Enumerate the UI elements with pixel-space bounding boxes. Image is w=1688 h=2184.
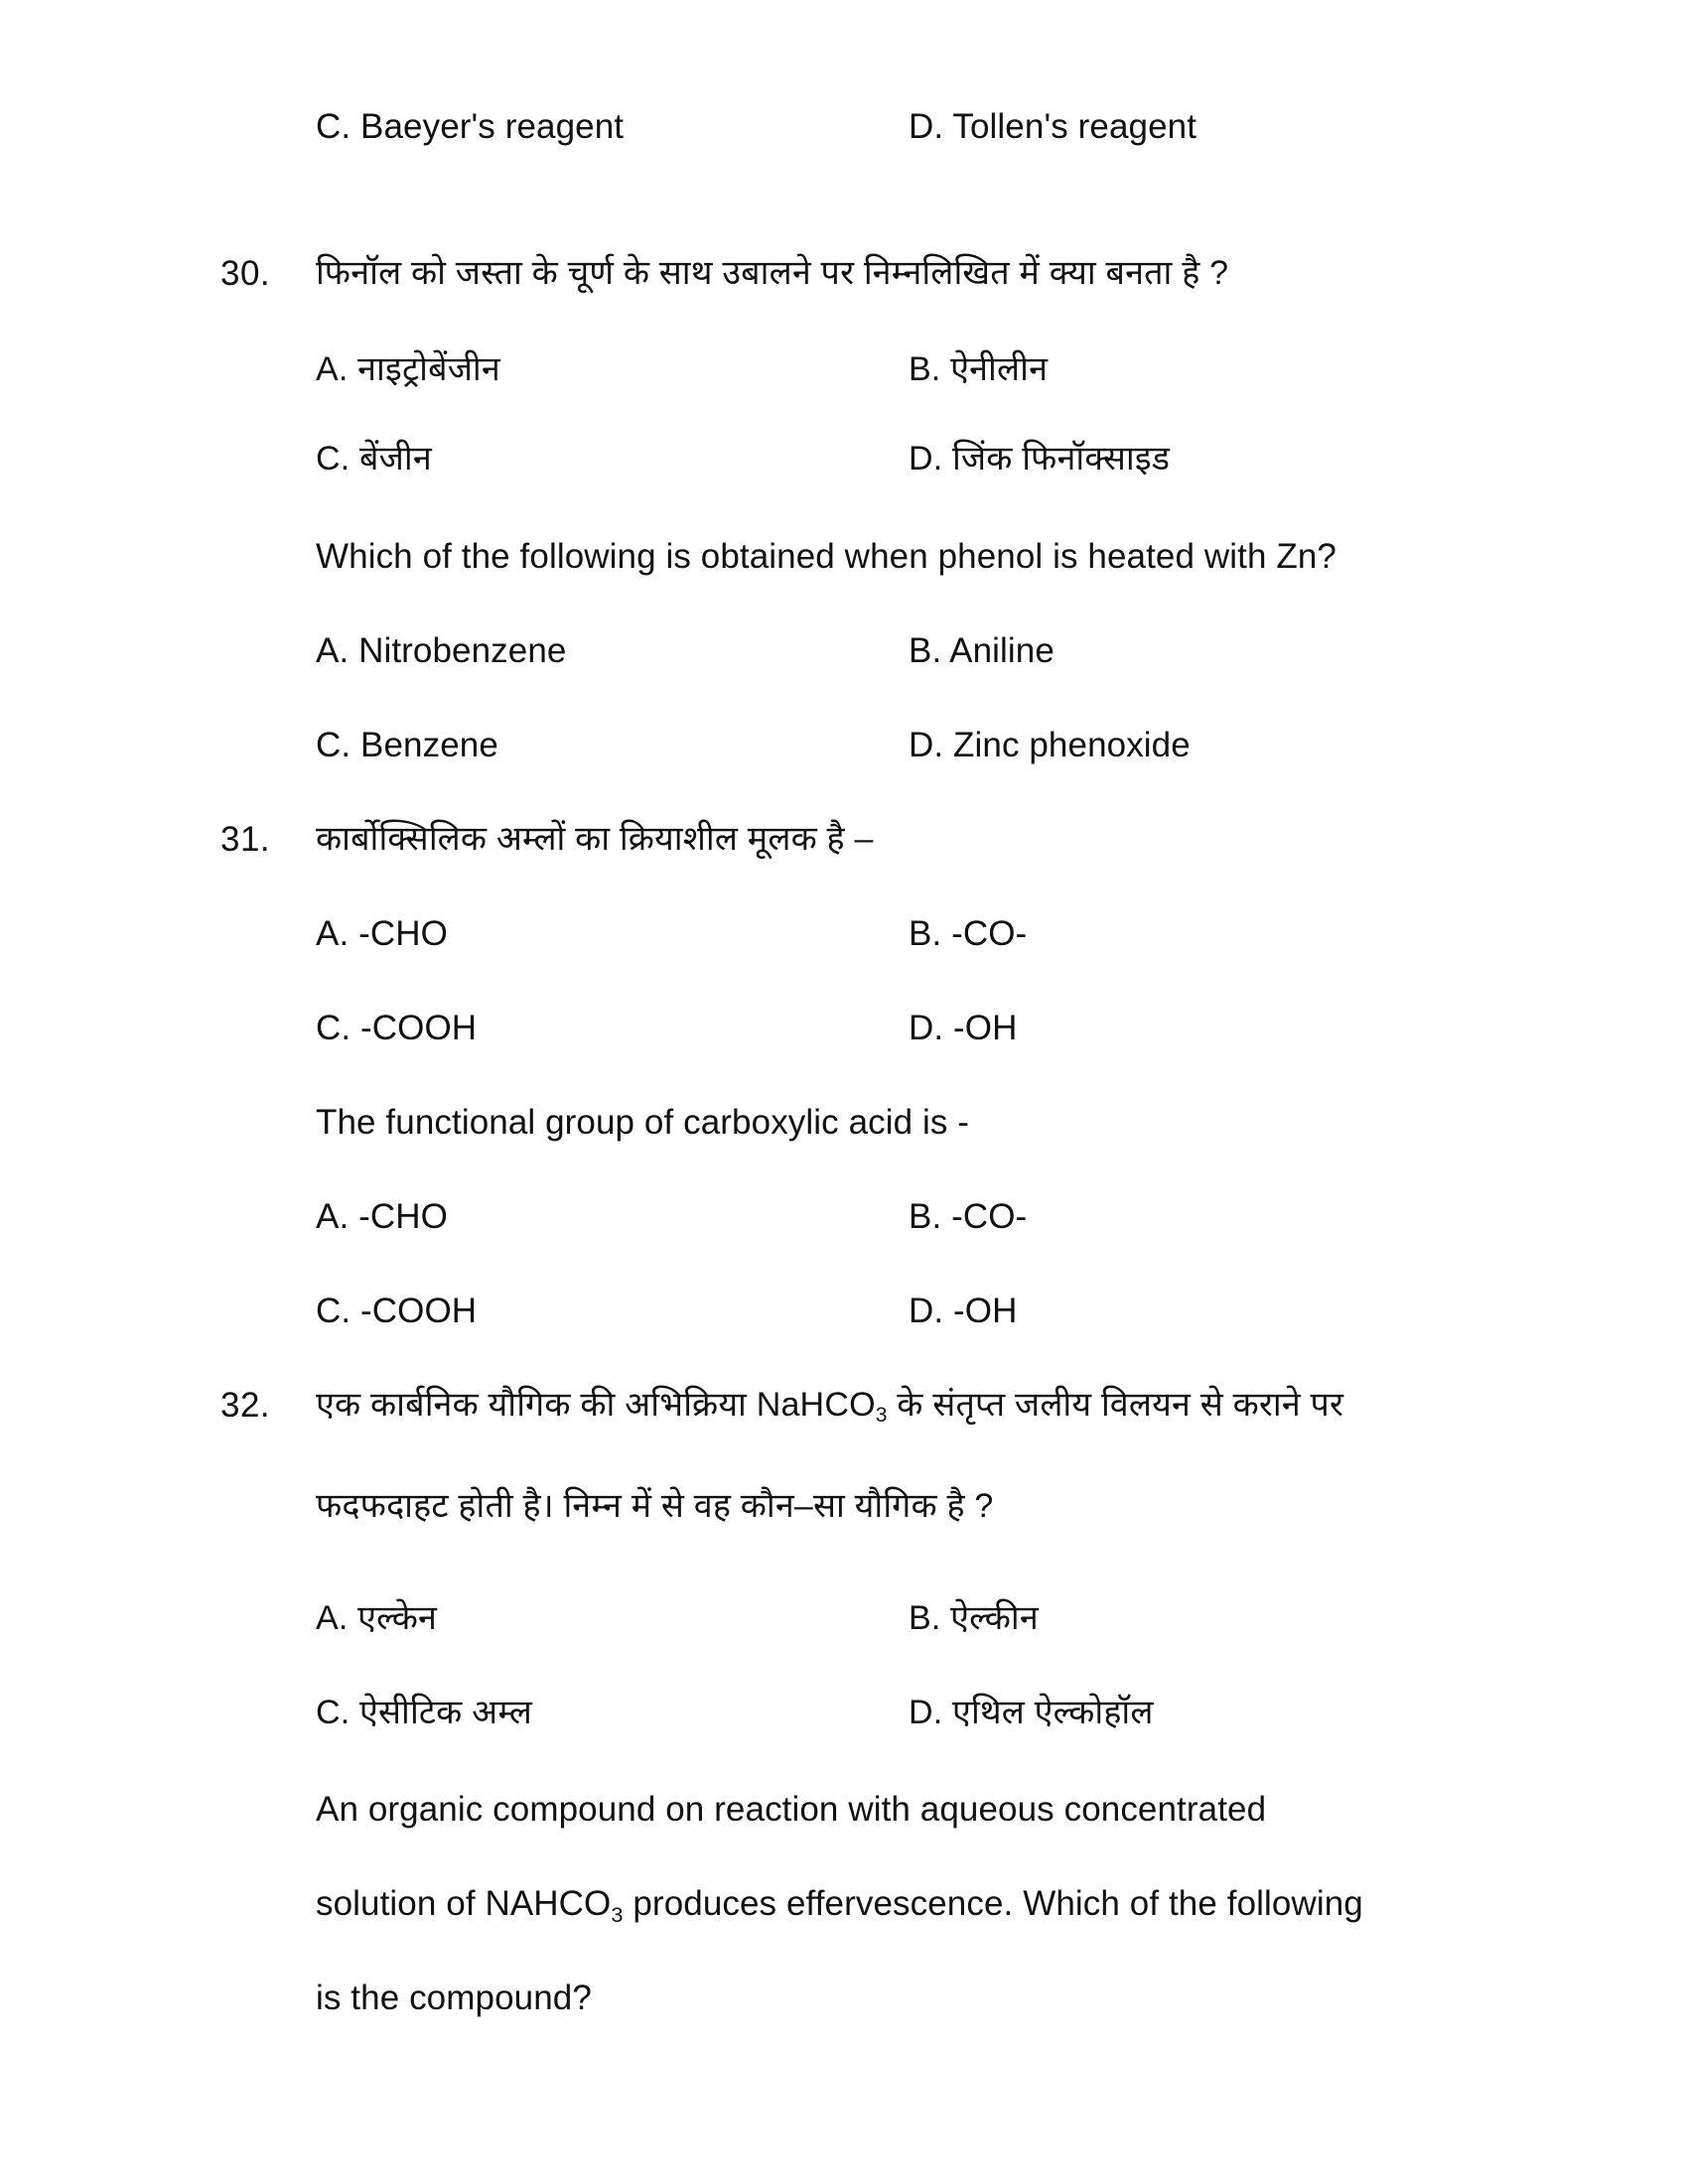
question-30-hindi-text: फिनॉल को जस्ता के चूर्ण के साथ उबालने पर निम्नलिखित में क्या बनता है ?: [316, 254, 1229, 292]
hindi-line-1-part-2: के संतृप्त जलीय विलयन से कराने पर: [887, 1386, 1344, 1424]
question-number-31: 31.: [220, 820, 271, 859]
question-31-hindi-option-d: D. -OH: [909, 1009, 1018, 1047]
question-32-hindi-line-1: [316, 1386, 1688, 1428]
option-pair: [316, 1199, 1688, 1234]
question-32-hindi-option-c: C. ऐसीटिक अम्ल: [316, 1694, 532, 1731]
nahco3-subscript: 3: [611, 1901, 624, 1927]
question-32-english-text-line-1: An organic compound on reaction with aqueous concentrated: [316, 1790, 1267, 1829]
question-31-english-option-b: B. -CO-: [909, 1197, 1028, 1236]
question-30-hindi-option-a: A. नाइट्रोबेंजीन: [316, 350, 500, 388]
hindi-line-1-part-1: एक कार्बनिक यौगिक की अभिक्रिया NaHCO: [316, 1386, 876, 1424]
option-pair: [316, 352, 1688, 386]
question-31-hindi-text: कार्बोक्सिलिक अम्लों का क्रियाशील मूलक है –: [316, 820, 874, 858]
question-31-english-option-d: D. -OH: [909, 1292, 1018, 1330]
question-32-hindi-option-d: D. एथिल ऐल्कोहॉल: [909, 1694, 1154, 1731]
question-32-english-text-line-2: [316, 1884, 1688, 1927]
question-32-hindi-option-b: B. ऐल्कीन: [909, 1599, 1039, 1637]
question-30-english-option-b: B. Aniline: [909, 631, 1055, 670]
question-31-english-option-c: C. -COOH: [316, 1292, 478, 1330]
question-30-english-text: Which of the following is obtained when phenol is heated with Zn?: [316, 537, 1336, 576]
question-30-english-options-ab: [0, 633, 1688, 668]
nahco3-subscript: 3: [875, 1404, 888, 1428]
question-30-english-option-a: A. Nitrobenzene: [316, 631, 567, 670]
question-31-hindi-option-b: B. -CO-: [909, 914, 1028, 953]
question-30-stem-english: [0, 539, 1688, 574]
question-31-hindi-option-c: C. -COOH: [316, 1009, 478, 1047]
question-30-stem-hindi: [0, 256, 1688, 291]
question-30-hindi-options-cd: [0, 442, 1688, 476]
english-line-2-part-1: solution of NAHCO: [316, 1884, 612, 1923]
orphan-option-row: [0, 109, 1688, 144]
question-31-hindi-options-ab: [0, 916, 1688, 951]
option-pair: [316, 1601, 1688, 1635]
option-pair: [316, 109, 1688, 144]
english-line-2-part-2: produces effervescence. Which of the following: [623, 1884, 1363, 1923]
option-pair: [316, 1011, 1688, 1045]
question-32-english-line-2: [0, 1884, 1688, 1927]
question-32-english-line-3: [0, 1980, 1688, 2015]
question-31-english-options-ab: [0, 1199, 1688, 1234]
question-32-hindi-line-2: फदफदाहट होती है। निम्न में से वह कौन–सा यौगिक है ?: [316, 1487, 994, 1525]
question-number-30: 30.: [220, 254, 271, 293]
option-c: C. Baeyer's reagent: [316, 107, 625, 146]
question-30-hindi-options-ab: [0, 352, 1688, 386]
option-pair: [316, 442, 1688, 476]
question-32-hindi-options-ab: [0, 1601, 1688, 1635]
question-31-english-option-a: A. -CHO: [316, 1197, 448, 1236]
question-31-english-text: The functional group of carboxylic acid is -: [316, 1103, 970, 1142]
question-31-hindi-option-a: A. -CHO: [316, 914, 448, 953]
question-32-hindi-options-cd: [0, 1696, 1688, 1729]
question-31-english-options-cd: [0, 1294, 1688, 1328]
question-30-hindi-option-b: B. ऐनीलीन: [909, 350, 1049, 388]
option-pair: [316, 633, 1688, 668]
option-pair: [316, 728, 1688, 762]
question-number-32: 32.: [220, 1386, 271, 1425]
question-32-hindi-option-a: A. एल्केन: [316, 1599, 438, 1637]
option-pair: [316, 1696, 1688, 1729]
option-pair: [316, 916, 1688, 951]
question-30-english-options-cd: [0, 728, 1688, 762]
question-32-english-text-line-3: is the compound?: [316, 1979, 592, 2017]
question-30-english-option-d: D. Zinc phenoxide: [909, 726, 1191, 764]
option-d: D. Tollen's reagent: [909, 107, 1197, 146]
question-32-stem-hindi-line-1: [0, 1386, 1688, 1428]
question-32-stem-hindi-line-2: [0, 1489, 1688, 1523]
question-31-stem-hindi: [0, 822, 1688, 857]
option-pair: [316, 1294, 1688, 1328]
question-31-hindi-options-cd: [0, 1011, 1688, 1045]
question-32-english-line-1: [0, 1792, 1688, 1827]
question-30-english-option-c: C. Benzene: [316, 726, 498, 764]
question-30-hindi-option-c: C. बेंजीन: [316, 440, 432, 478]
question-30-hindi-option-d: D. जिंक फिनॉक्साइड: [909, 440, 1171, 478]
question-31-stem-english: [0, 1105, 1688, 1140]
